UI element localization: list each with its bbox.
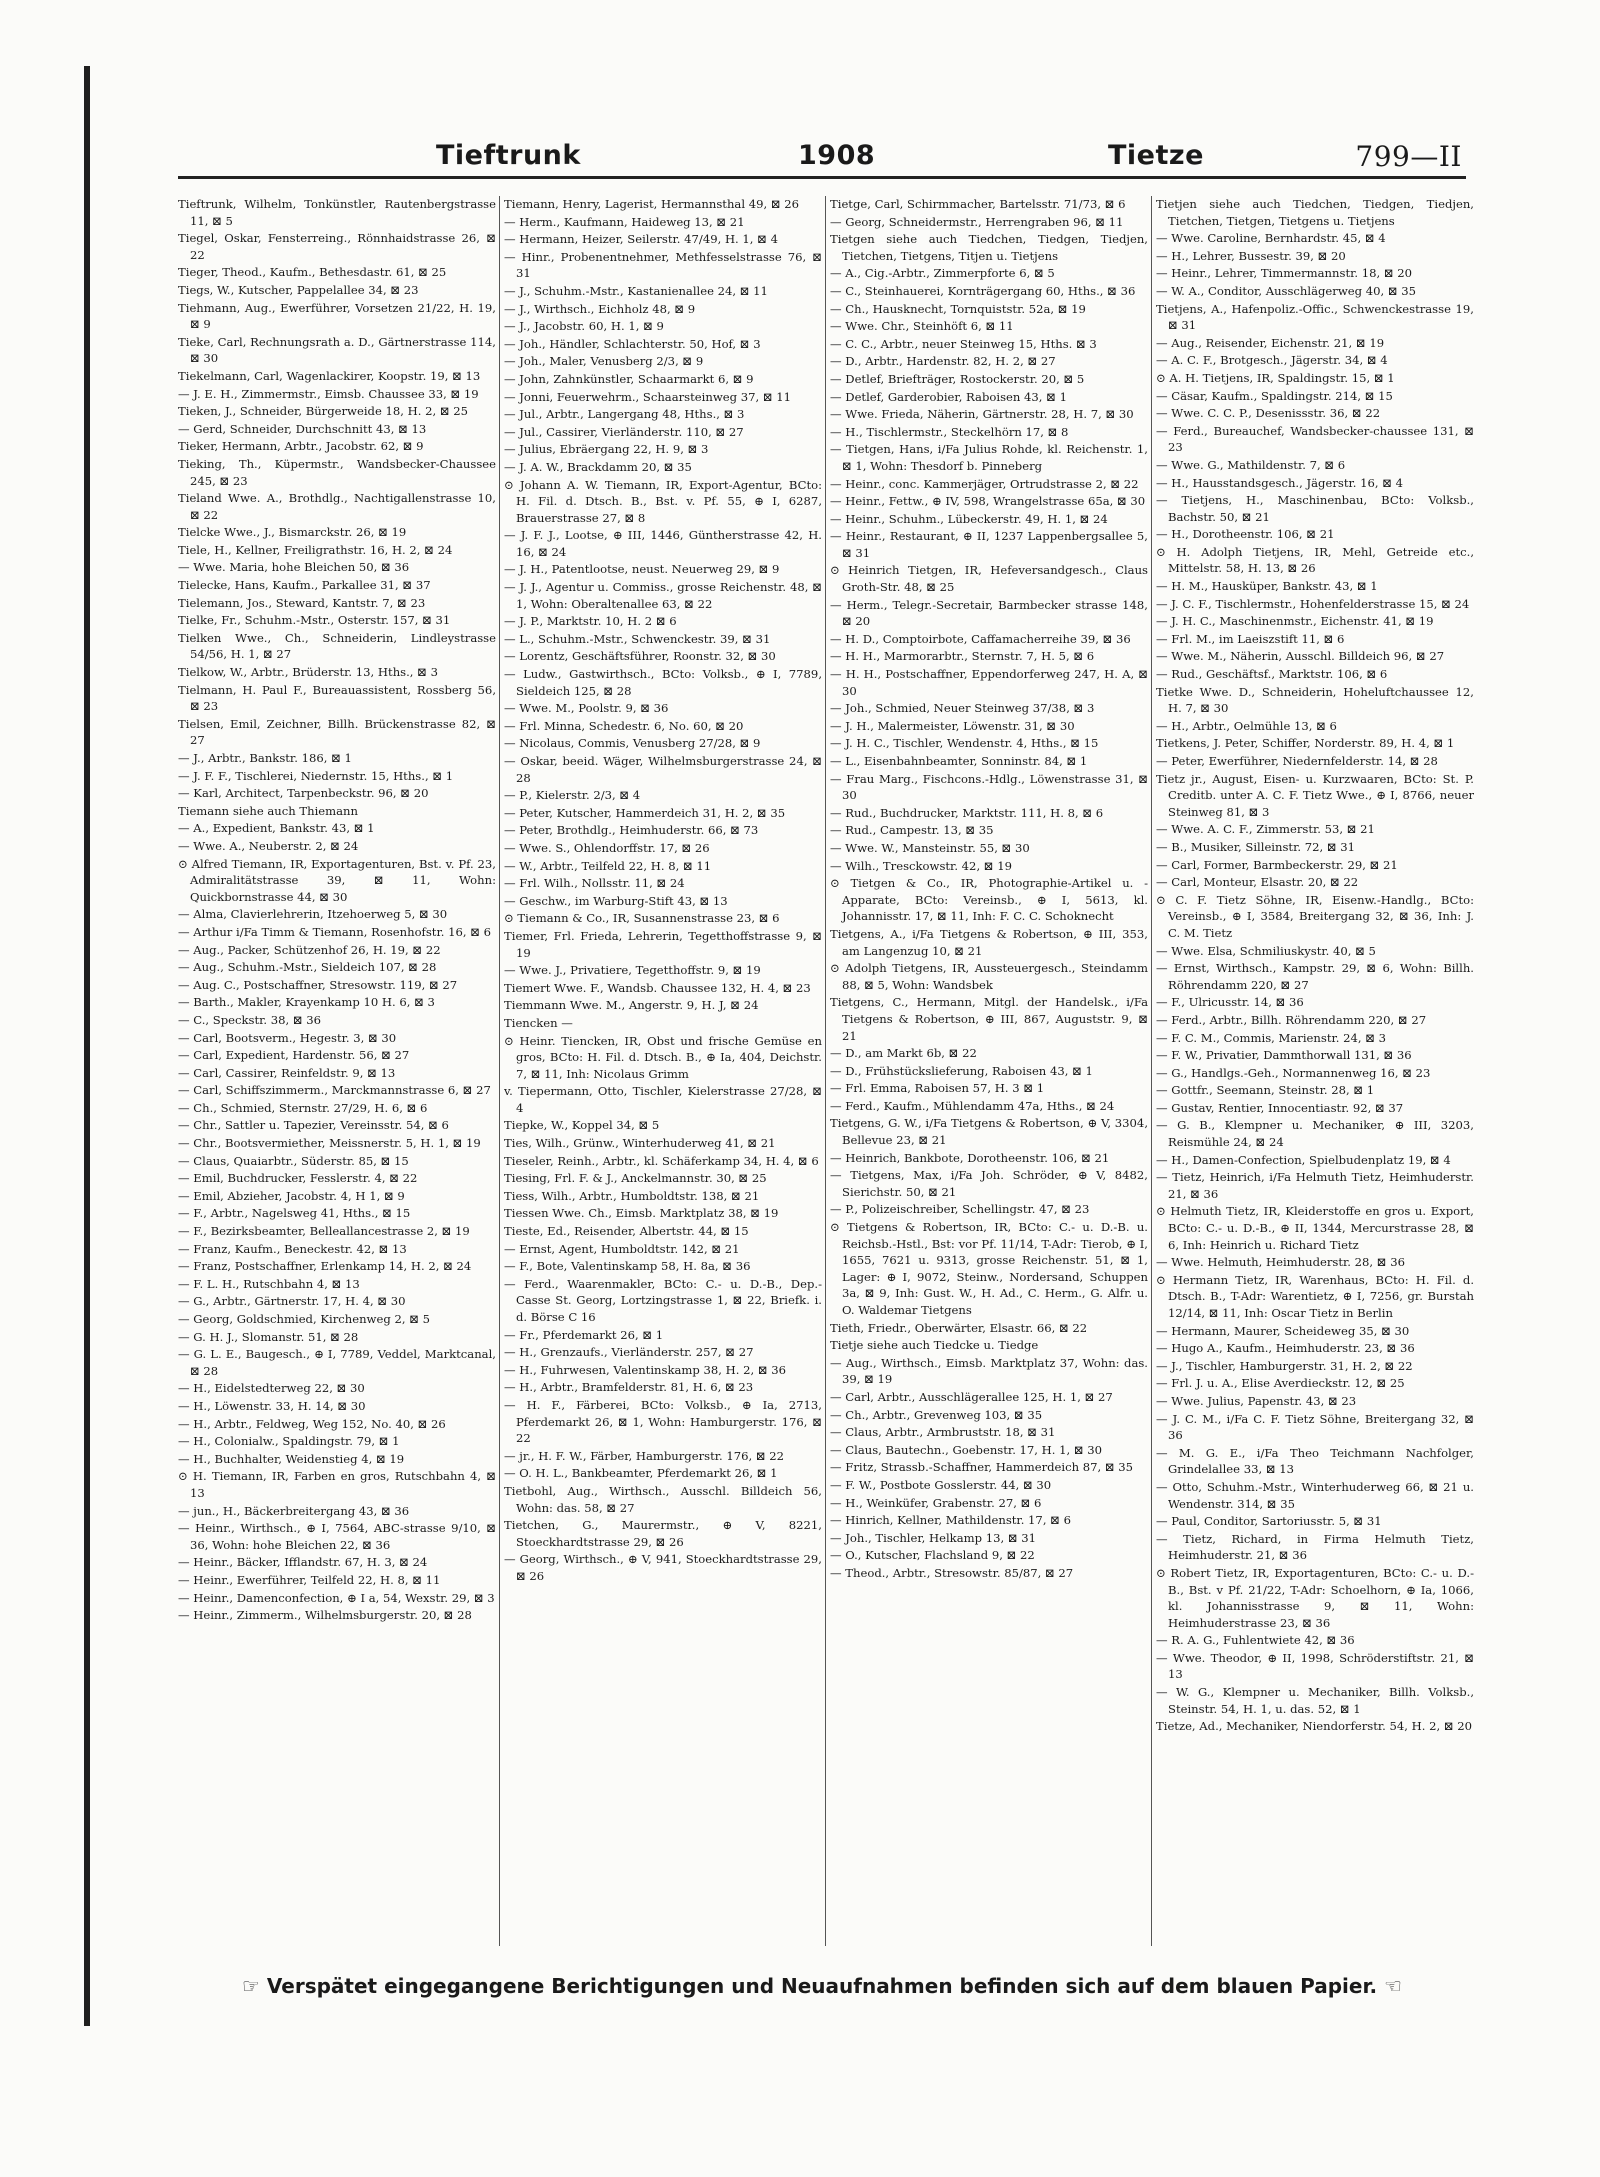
directory-entry: — Lorentz, Geschäftsführer, Roonstr. 32, ⊠ 30 — [504, 649, 776, 664]
directory-entry: — Ferd., Kaufm., Mühlendamm 47a, Hths., ⊠ 24 — [830, 1098, 1115, 1113]
directory-entry: — D., am Markt 6b, ⊠ 22 — [830, 1046, 977, 1061]
directory-entry: — Wwe. J., Privatiere, Tegetthoffstr. 9, ⊠ 19 — [504, 963, 761, 978]
directory-entry: — Carl, Cassirer, Reinfeldstr. 9, ⊠ 13 — [178, 1065, 396, 1080]
directory-entry: — Peter, Ewerführer, Niedernfelderstr. 14, ⊠ 28 — [1156, 754, 1438, 768]
directory-entry: — John, Zahnkünstler, Schaarmarkt 6, ⊠ 9 — [504, 371, 754, 386]
directory-entry: — Jul., Cassirer, Vierländerstr. 110, ⊠ 27 — [504, 424, 744, 439]
directory-entry: Tietke Wwe. D., Schneiderin, Hoheluftchaussee 12, H. 7, ⊠ 30 — [1156, 684, 1474, 716]
directory-entry: — H., Buchhalter, Weidenstieg 4, ⊠ 19 — [178, 1451, 405, 1466]
directory-entry: — H., Hausstandsgesch., Jägerstr. 16, ⊠ 4 — [1156, 475, 1404, 490]
directory-entry: — H., Tischlermstr., Steckelhörn 17, ⊠ 8 — [830, 424, 1069, 439]
directory-entry: — Tietgen, Hans, i/Fa Julius Rohde, kl. Reichenstr. 1, ⊠ 1, Wohn: Thesdorf b. Pinneberg — [830, 442, 1148, 473]
directory-entry: — Herm., Telegr.-Secretair, Barmbecker strasse 148, ⊠ 20 — [830, 597, 1148, 629]
directory-entry: ⊙ Tiemann & Co., IR, Susannenstrasse 23, ⊠ 6 — [504, 911, 780, 926]
directory-entry: — Wwe. A., Neuberstr. 2, ⊠ 24 — [178, 838, 359, 853]
directory-entry: — Nicolaus, Commis, Venusberg 27/28, ⊠ 9 — [504, 736, 761, 751]
directory-entry: — J. C. F., Tischlermstr., Hohenfelderstrasse 15, ⊠ 24 — [1156, 596, 1470, 611]
directory-entry: Tieker, Hermann, Arbtr., Jacobstr. 62, ⊠ 9 — [178, 439, 424, 454]
directory-entry: — Julius, Ebräergang 22, H. 9, ⊠ 3 — [504, 442, 709, 457]
directory-entry: Tiemann, Henry, Lagerist, Hermannsthal 49, ⊠ 26 — [504, 197, 800, 211]
directory-entry: — Wilh., Tresckowstr. 42, ⊠ 19 — [830, 858, 1012, 873]
directory-entry: — Ferd., Waarenmakler, BCto: C.- u. D.-B., Dep.-Casse St. Georg, Lortzingstrasse 1, ⊠ 22, Briefk. i. d. Börse C 16 — [504, 1276, 822, 1324]
directory-entry: — J. H. C., Maschinenmstr., Eichenstr. 41, ⊠ 19 — [1156, 614, 1434, 629]
column-4 — [1156, 196, 1474, 1946]
directory-entry: — J. A. W., Brackdamm 20, ⊠ 35 — [504, 459, 692, 474]
directory-entry: — J. C. M., i/Fa C. F. Tietz Söhne, Breitergang 32, ⊠ 36 — [1156, 1411, 1474, 1443]
directory-entry: Tiessen Wwe. Ch., Eimsb. Marktplatz 38, ⊠ 19 — [504, 1206, 779, 1221]
directory-entry: — Arthur i/Fa Timm & Tiemann, Rosenhofstr. 16, ⊠ 6 — [178, 924, 491, 939]
directory-entry: — Wwe. Caroline, Bernhardstr. 45, ⊠ 4 — [1156, 231, 1386, 246]
directory-entry: — Wwe. Maria, hohe Bleichen 50, ⊠ 36 — [178, 560, 410, 575]
directory-entry: — Tietjens, H., Maschinenbau, BCto: Volksb., Bachstr. 50, ⊠ 21 — [1156, 493, 1474, 524]
column-divider — [825, 196, 826, 1946]
directory-entry: — Rud., Geschäftsf., Marktstr. 106, ⊠ 6 — [1156, 667, 1388, 682]
directory-entry: — H., Eidelstedterweg 22, ⊠ 30 — [178, 1381, 365, 1396]
directory-entry: Tietjens, A., Hafenpoliz.-Offic., Schwenckestrasse 19, ⊠ 31 — [1156, 301, 1474, 333]
directory-entry: — Frl. Minna, Schedestr. 6, No. 60, ⊠ 20 — [504, 718, 744, 733]
directory-entry: — L., Schuhm.-Mstr., Schwenckestr. 39, ⊠ 31 — [504, 631, 771, 646]
directory-entry: — M. G. E., i/Fa Theo Teichmann Nachfolger, Grindelallee 33, ⊠ 13 — [1156, 1445, 1474, 1477]
directory-entry: Tiegs, W., Kutscher, Pappelallee 34, ⊠ 23 — [178, 282, 419, 297]
directory-entry: — Gottfr., Seemann, Steinstr. 28, ⊠ 1 — [1156, 1083, 1375, 1098]
directory-entry: — jun., H., Bäckerbreitergang 43, ⊠ 36 — [178, 1503, 410, 1518]
footer-notice — [178, 1966, 1466, 2006]
directory-entry: — Wwe. Theodor, ⊕ II, 1998, Schröderstiftstr. 21, ⊠ 13 — [1156, 1650, 1474, 1682]
directory-entry: — H., Grenzaufs., Vierländerstr. 257, ⊠ 27 — [504, 1345, 754, 1360]
directory-entry: — Wwe. M., Näherin, Ausschl. Billdeich 96, ⊠ 27 — [1156, 649, 1445, 664]
directory-entry: — Emil, Abzieher, Jacobstr. 4, H 1, ⊠ 9 — [178, 1188, 405, 1203]
directory-entry: Tieftrunk, Wilhelm, Tonkünstler, Rautenbergstrasse 11, ⊠ 5 — [178, 197, 496, 228]
directory-entry: — Gustav, Rentier, Innocentiastr. 92, ⊠ 37 — [1156, 1100, 1404, 1115]
directory-entry: — Cäsar, Kaufm., Spaldingstr. 214, ⊠ 15 — [1156, 388, 1393, 403]
directory-entry: Tietze, Ad., Mechaniker, Niendorferstr. 54, H. 2, ⊠ 20 — [1156, 1719, 1473, 1734]
directory-entry: — Franz, Postschaffner, Erlenkamp 14, H. 2, ⊠ 24 — [178, 1259, 472, 1274]
directory-entry: Tietjen siehe auch Tiedchen, Tiedgen, Tiedjen, Tietchen, Tietgen, Tietgens u. Tietjens — [1156, 197, 1474, 228]
directory-entry: — A., Expedient, Bankstr. 43, ⊠ 1 — [178, 821, 375, 836]
directory-entry: — H., Dorotheenstr. 106, ⊠ 21 — [1156, 527, 1335, 542]
directory-entry: ⊙ Tietgen & Co., IR, Photographie-Artikel u. -Apparate, BCto: Vereinsb., ⊕ I, 5613, kl. Johannisstr. 17, ⊠ 11, Inh: F. C. C. Schoknecht — [830, 876, 1148, 924]
directory-entry: — F., Bezirksbeamter, Belleallancestrasse 2, ⊠ 19 — [178, 1224, 470, 1239]
directory-entry: ⊙ Heinr. Tiencken, IR, Obst und frische Gemüse en gros, BCto: H. Fil. d. Dtsch. B., ⊕ Ia, 404, Deichstr. 7, ⊠ 11, Inh: Nicolaus Grimm — [504, 1033, 822, 1081]
directory-entry: — Hermann, Maurer, Scheideweg 35, ⊠ 30 — [1156, 1323, 1410, 1338]
directory-entry: — Georg, Goldschmied, Kirchenweg 2, ⊠ 5 — [178, 1312, 430, 1326]
directory-entry: — J. F. F., Tischlerei, Niedernstr. 15, Hths., ⊠ 1 — [178, 768, 454, 783]
directory-entry: — Wwe. Chr., Steinhöft 6, ⊠ 11 — [830, 319, 1014, 334]
directory-entry: — Wwe. G., Mathildenstr. 7, ⊠ 6 — [1156, 457, 1346, 472]
directory-entry: Tiele, H., Kellner, Freiligrathstr. 16, H. 2, ⊠ 24 — [178, 542, 453, 557]
directory-entry: — Peter, Kutscher, Hammerdeich 31, H. 2, ⊠ 35 — [504, 805, 786, 820]
directory-entry: — Georg, Schneidermstr., Herrengraben 96, ⊠ 11 — [830, 214, 1124, 229]
directory-entry: — Carl, Schiffszimmerm., Marckmannstrasse 6, ⊠ 27 — [178, 1083, 491, 1098]
directory-entry: — F., Ulricusstr. 14, ⊠ 36 — [1156, 995, 1304, 1010]
directory-entry: — H., Weinküfer, Grabenstr. 27, ⊠ 6 — [830, 1495, 1042, 1510]
directory-entry: ⊙ H. Tiemann, IR, Farben en gros, Rutschbahn 4, ⊠ 13 — [178, 1469, 496, 1500]
directory-entry: — W., Arbtr., Teilfeld 22, H. 8, ⊠ 11 — [504, 858, 712, 873]
column-divider — [499, 196, 500, 1946]
directory-entry: ⊙ Robert Tietz, IR, Exportagenturen, BCto: C.- u. D.-B., Bst. v Pf. 21/22, T-Adr: Schoelhorn, ⊕ Ia, 1066, kl. Johannisstrasse 9, ⊠ 11, Wohn: Heimhuderstrasse 23, ⊠ 36 — [1156, 1565, 1474, 1630]
directory-entry: — Hugo A., Kaufm., Heimhuderstr. 23, ⊠ 36 — [1156, 1341, 1415, 1356]
directory-entry: — Aug., Packer, Schützenhof 26, H. 19, ⊠ 22 — [178, 942, 441, 957]
directory-entry: — D., Arbtr., Hardenstr. 82, H. 2, ⊠ 27 — [830, 354, 1056, 369]
header-page-number: 799—II — [1355, 140, 1462, 173]
directory-entry: Tieken, J., Schneider, Bürgerweide 18, H. 2, ⊠ 25 — [178, 404, 469, 419]
directory-entry: — Wwe. Frieda, Näherin, Gärtnerstr. 28, H. 7, ⊠ 30 — [830, 407, 1134, 422]
directory-entry: — Ch., Schmied, Sternstr. 27/29, H. 6, ⊠ 6 — [178, 1100, 428, 1115]
directory-entry: — Wwe. C. C. P., Desenissstr. 36, ⊠ 22 — [1156, 406, 1381, 421]
directory-entry: Tieland Wwe. A., Brothdlg., Nachtigallenstrasse 10, ⊠ 22 — [178, 491, 496, 522]
directory-entry: Tielcke Wwe., J., Bismarckstr. 26, ⊠ 19 — [178, 525, 407, 540]
directory-entry: Tietchen, G., Maurermstr., ⊕ V, 8221, Stoeckhardtstrasse 29, ⊠ 26 — [504, 1518, 822, 1549]
directory-entry: — H. M., Hausküper, Bankstr. 43, ⊠ 1 — [1156, 579, 1378, 594]
directory-entry: — Joh., Schmied, Neuer Steinweg 37/38, ⊠ 3 — [830, 701, 1095, 716]
pointing-hand-icon: ☜ — [1384, 1974, 1402, 1998]
header-year: 1908 — [798, 140, 876, 171]
directory-entry: — Otto, Schuhm.-Mstr., Winterhuderweg 66, ⊠ 21 u. Wendenstr. 314, ⊠ 35 — [1156, 1479, 1474, 1511]
directory-entry: Tiemann siehe auch Thiemann — [178, 803, 358, 818]
directory-entry: ⊙ A. H. Tietjens, IR, Spaldingstr. 15, ⊠ 1 — [1156, 370, 1395, 385]
directory-entry: — H. F., Färberei, BCto: Volksb., ⊕ Ia, 2713, Pferdemarkt 26, ⊠ 1, Wohn: Hamburgerstr. 176, ⊠ 22 — [504, 1397, 822, 1446]
entry-columns — [178, 196, 1474, 1946]
directory-entry: — Jonni, Feuerwehrm., Schaarsteinweg 37, ⊠ 11 — [504, 389, 791, 404]
directory-entry: Tiesing, Frl. F. & J., Anckelmannstr. 30, ⊠ 25 — [504, 1171, 767, 1186]
directory-entry: — J. F. J., Lootse, ⊕ III, 1446, Güntherstrasse 42, H. 16, ⊠ 24 — [504, 528, 822, 559]
directory-entry: — Heinr., Bäcker, Ifflandstr. 67, H. 3, ⊠ 24 — [178, 1555, 428, 1570]
directory-entry: — Joh., Händler, Schlachterstr. 50, Hof, ⊠ 3 — [504, 336, 761, 351]
directory-entry: — B., Musiker, Silleinstr. 72, ⊠ 31 — [1156, 839, 1356, 854]
column-divider — [1151, 196, 1152, 1946]
directory-entry: Tieste, Ed., Reisender, Albertstr. 44, ⊠ 15 — [504, 1224, 749, 1239]
directory-entry: — Emil, Buchdrucker, Fesslerstr. 4, ⊠ 22 — [178, 1171, 418, 1186]
directory-entry: ⊙ Hermann Tietz, IR, Warenhaus, BCto: H. Fil. d. Dtsch. B., T-Adr: Warentietz, ⊕ I, 7256, gr. Burstah 12/14, ⊠ 11, Inh: Oscar Tietz in Berlin — [1156, 1272, 1474, 1320]
directory-entry: — Tietgens, Max, i/Fa Joh. Schröder, ⊕ V, 8482, Sierichstr. 50, ⊠ 21 — [830, 1168, 1148, 1199]
directory-entry: — Carl, Bootsverm., Hegestr. 3, ⊠ 30 — [178, 1030, 397, 1045]
pointing-hand-icon: ☞ — [241, 1974, 260, 1998]
directory-entry: — Frau Marg., Fischcons.-Hdlg., Löwenstrasse 31, ⊠ 30 — [830, 771, 1148, 803]
directory-entry: — Heinr., Fettw., ⊕ IV, 598, Wrangelstrasse 65a, ⊠ 30 — [830, 494, 1146, 509]
directory-entry: Tieseler, Reinh., Arbtr., kl. Schäferkamp 34, H. 4, ⊠ 6 — [504, 1153, 819, 1168]
directory-entry: — A. C. F., Brotgesch., Jägerstr. 34, ⊠ 4 — [1156, 353, 1388, 368]
directory-entry: Tielmann, H. Paul F., Bureauassistent, Rossberg 56, ⊠ 23 — [178, 682, 496, 714]
directory-entry: ⊙ C. F. Tietz Söhne, IR, Eisenw.-Handlg., BCto: Vereinsb., ⊕ I, 3584, Breitergang 32, ⊠ 36, Inh: J. C. M. Tietz — [1156, 892, 1474, 940]
directory-entry: — Hinr., Probenentnehmer, Methfesselstrasse 76, ⊠ 31 — [504, 249, 822, 281]
directory-entry: — Claus, Bautechn., Goebenstr. 17, H. 1, ⊠ 30 — [830, 1442, 1103, 1457]
directory-entry: — Chr., Bootsvermiether, Meissnerstr. 5, H. 1, ⊠ 19 — [178, 1136, 481, 1151]
directory-entry: — Tietz, Heinrich, i/Fa Helmuth Tietz, Heimhuderstr. 21, ⊠ 36 — [1156, 1170, 1474, 1201]
directory-entry: — J., Tischler, Hamburgerstr. 31, H. 2, ⊠ 22 — [1156, 1358, 1413, 1373]
directory-entry: — Hinrich, Kellner, Mathildenstr. 17, ⊠ 6 — [830, 1513, 1071, 1528]
directory-entry: — P., Kielerstr. 2/3, ⊠ 4 — [504, 788, 641, 803]
header-rule — [178, 176, 1466, 179]
directory-entry: Tiepke, W., Koppel 34, ⊠ 5 — [504, 1118, 660, 1133]
directory-entry: — Oskar, beeid. Wäger, Wilhelmsburgerstrasse 24, ⊠ 28 — [504, 754, 822, 785]
directory-entry: — Rud., Buchdrucker, Marktstr. 111, H. 8, ⊠ 6 — [830, 805, 1104, 820]
directory-entry: Tiencken — — [504, 1015, 573, 1030]
directory-entry: — H., Arbtr., Bramfelderstr. 81, H. 6, ⊠ 23 — [504, 1380, 754, 1395]
directory-entry: — Heinr., Zimmerm., Wilhelmsburgerstr. 20, ⊠ 28 — [178, 1608, 472, 1623]
directory-entry: Tietgen siehe auch Tiedchen, Tiedgen, Tiedjen, Tietchen, Tietgens, Titjen u. Tietjens — [830, 232, 1148, 263]
directory-entry: ⊙ Heinrich Tietgen, IR, Hefeversandgesch., Claus Groth-Str. 48, ⊠ 25 — [830, 563, 1148, 595]
directory-entry: — Tietz, Richard, in Firma Helmuth Tietz, Heimhuderstr. 21, ⊠ 36 — [1156, 1531, 1474, 1563]
directory-entry: — Karl, Architect, Tarpenbeckstr. 96, ⊠ 20 — [178, 786, 429, 801]
directory-entry: — A., Cig.-Arbtr., Zimmerpforte 6, ⊠ 5 — [830, 266, 1055, 281]
directory-entry: — Carl, Expedient, Hardenstr. 56, ⊠ 27 — [178, 1048, 410, 1063]
directory-entry: — Heinr., Schuhm., Lübeckerstr. 49, H. 1, ⊠ 24 — [830, 511, 1108, 526]
directory-entry: — Herm., Kaufmann, Haideweg 13, ⊠ 21 — [504, 214, 745, 229]
column-3 — [830, 196, 1148, 1946]
directory-entry: Tiekelmann, Carl, Wagenlackirer, Koopstr. 19, ⊠ 13 — [178, 368, 481, 383]
directory-entry: — H. H., Postschaffner, Eppendorferweg 247, H. A, ⊠ 30 — [830, 667, 1148, 698]
directory-entry: — Frl. J. u. A., Elise Averdieckstr. 12, ⊠ 25 — [1156, 1376, 1405, 1391]
directory-entry: — H., Fuhrwesen, Valentinskamp 38, H. 2, ⊠ 36 — [504, 1362, 786, 1377]
directory-entry: ⊙ Adolph Tietgens, IR, Aussteuergesch., Steindamm 88, ⊠ 5, Wohn: Wandsbek — [830, 961, 1148, 992]
directory-entry: Tietge, Carl, Schirmmacher, Bartelsstr. 71/73, ⊠ 6 — [830, 197, 1126, 211]
directory-entry: — Peter, Brothdlg., Heimhuderstr. 66, ⊠ 73 — [504, 823, 759, 838]
directory-entry: Tielke, Fr., Schuhm.-Mstr., Osterstr. 157, ⊠ 31 — [178, 613, 451, 628]
directory-entry: Tietgens, A., i/Fa Tietgens & Robertson, ⊕ III, 353, am Langenzug 10, ⊠ 21 — [830, 926, 1148, 958]
directory-entry: — Paul, Conditor, Sartoriusstr. 5, ⊠ 31 — [1156, 1514, 1382, 1529]
page-header — [178, 136, 1466, 178]
directory-entry: Tieth, Friedr., Oberwärter, Elsastr. 66, ⊠ 22 — [830, 1320, 1088, 1335]
directory-entry: — Wwe. A. C. F., Zimmerstr. 53, ⊠ 21 — [1156, 822, 1375, 837]
directory-entry: — Aug. C., Postschaffner, Stresowstr. 119, ⊠ 27 — [178, 977, 458, 992]
directory-entry: — Ch., Hausknecht, Tornquiststr. 52a, ⊠ 19 — [830, 301, 1086, 316]
directory-entry: Tielsen, Emil, Zeichner, Billh. Brückenstrasse 82, ⊠ 27 — [178, 716, 496, 748]
directory-entry: — jr., H. F. W., Färber, Hamburgerstr. 176, ⊠ 22 — [504, 1448, 785, 1463]
directory-entry: — W. G., Klempner u. Mechaniker, Billh. Volksb., Steinstr. 54, H. 1, u. das. 52, ⊠ 1 — [1156, 1685, 1474, 1716]
directory-entry: Tieke, Carl, Rechnungsrath a. D., Gärtnerstrasse 114, ⊠ 30 — [178, 334, 496, 366]
directory-entry: — H. H., Marmorarbtr., Sternstr. 7, H. 5, ⊠ 6 — [830, 649, 1095, 664]
directory-entry: — Wwe. Julius, Papenstr. 43, ⊠ 23 — [1156, 1393, 1357, 1408]
directory-entry: — Claus, Quaiarbtr., Süderstr. 85, ⊠ 15 — [178, 1153, 409, 1168]
directory-entry: ⊙ Johann A. W. Tiemann, IR, Export-Agentur, BCto: H. Fil. d. Dtsch. B., Bst. v. Pf. 55, ⊕ I, 6287, Brauerstrasse 27, ⊠ 8 — [504, 477, 822, 525]
directory-entry: — Frl. M., im Laeiszstift 11, ⊠ 6 — [1156, 631, 1345, 646]
directory-entry: — J. P., Marktstr. 10, H. 2 ⊠ 6 — [504, 614, 677, 629]
directory-entry: — Carl, Former, Barmbeckerstr. 29, ⊠ 21 — [1156, 857, 1398, 872]
directory-entry: — F. C. M., Commis, Marienstr. 24, ⊠ 3 — [1156, 1030, 1387, 1045]
directory-entry: — Frl. Emma, Raboisen 57, H. 3 ⊠ 1 — [830, 1081, 1045, 1096]
directory-entry: — H., Arbtr., Oelmühle 13, ⊠ 6 — [1156, 718, 1337, 733]
directory-entry: — J., Wirthsch., Eichholz 48, ⊠ 9 — [504, 301, 696, 316]
directory-entry: — Aug., Schuhm.-Mstr., Sieldeich 107, ⊠ 28 — [178, 960, 437, 975]
directory-entry: Tielkow, W., Arbtr., Brüderstr. 13, Hths., ⊠ 3 — [178, 665, 438, 680]
directory-entry: — Frl. Wilh., Nollsstr. 11, ⊠ 24 — [504, 876, 685, 891]
directory-entry: Tietz jr., August, Eisen- u. Kurzwaaren, BCto: St. P. Creditb. unter A. C. F. Tietz Wwe., ⊕ I, 8766, neuer Steinweg 81, ⊠ 3 — [1156, 771, 1474, 819]
directory-entry: — J., Arbtr., Bankstr. 186, ⊠ 1 — [178, 751, 352, 765]
directory-entry: — F. W., Privatier, Dammthorwall 131, ⊠ 36 — [1156, 1048, 1412, 1063]
directory-entry: — O. H. L., Bankbeamter, Pferdemarkt 26, ⊠ 1 — [504, 1466, 778, 1481]
directory-entry: Tiemer, Frl. Frieda, Lehrerin, Tegetthoffstrasse 9, ⊠ 19 — [504, 928, 822, 960]
directory-entry: — Heinr., Restaurant, ⊕ II, 1237 Lappenbergsallee 5, ⊠ 31 — [830, 529, 1148, 560]
directory-entry: — G., Arbtr., Gärtnerstr. 17, H. 4, ⊠ 30 — [178, 1294, 406, 1309]
directory-entry: Tietbohl, Aug., Wirthsch., Ausschl. Billdeich 56, Wohn: das. 58, ⊠ 27 — [504, 1483, 822, 1515]
directory-entry: — Franz, Kaufm., Beneckestr. 42, ⊠ 13 — [178, 1241, 407, 1256]
directory-entry: — Chr., Sattler u. Tapezier, Vereinsstr. 54, ⊠ 6 — [178, 1118, 449, 1133]
directory-entry: — Ferd., Arbtr., Billh. Röhrendamm 220, ⊠ 27 — [1156, 1012, 1427, 1027]
directory-entry: — Heinr., Damenconfection, ⊕ I a, 54, Wexstr. 29, ⊠ 3 — [178, 1590, 495, 1605]
directory-entry: Tiegel, Oskar, Fensterreing., Rönnhaidstrasse 26, ⊠ 22 — [178, 231, 496, 262]
directory-entry: ⊙ H. Adolph Tietjens, IR, Mehl, Getreide etc., Mittelstr. 58, H. 13, ⊠ 26 — [1156, 544, 1474, 576]
directory-entry: — Geschw., im Warburg-Stift 43, ⊠ 13 — [504, 893, 728, 908]
directory-entry: Tietgens, G. W., i/Fa Tietgens & Robertson, ⊕ V, 3304, Bellevue 23, ⊠ 21 — [830, 1116, 1148, 1148]
directory-entry: — Heinr., conc. Kammerjäger, Ortrudstrasse 2, ⊠ 22 — [830, 476, 1139, 491]
directory-entry: — D., Frühstückslieferung, Raboisen 43, ⊠ 1 — [830, 1063, 1093, 1078]
directory-entry: Tietkens, J. Peter, Schiffer, Norderstr. 89, H. 4, ⊠ 1 — [1156, 736, 1455, 751]
directory-entry: — O., Kutscher, Flachsland 9, ⊠ 22 — [830, 1548, 1035, 1563]
directory-entry: — J. H., Patentlootse, neust. Neuerweg 29, ⊠ 9 — [504, 562, 780, 577]
directory-entry: Tielecke, Hans, Kaufm., Parkallee 31, ⊠ 37 — [178, 578, 431, 593]
directory-entry: — F., Bote, Valentinskamp 58, H. 8a, ⊠ 36 — [504, 1259, 751, 1274]
binding-edge — [84, 66, 90, 2026]
directory-entry: — R. A. G., Fuhlentwiete 42, ⊠ 36 — [1156, 1633, 1355, 1648]
directory-entry: — Claus, Arbtr., Armbruststr. 18, ⊠ 31 — [830, 1425, 1056, 1440]
directory-entry: — Detlef, Briefträger, Rostockerstr. 20, ⊠ 5 — [830, 371, 1085, 386]
directory-entry: — Heinr., Wirthsch., ⊕ I, 7564, ABC-strasse 9/10, ⊠ 36, Wohn: hohe Bleichen 22, ⊠ 36 — [178, 1521, 496, 1552]
directory-entry: v. Tiepermann, Otto, Tischler, Kielerstrasse 27/28, ⊠ 4 — [504, 1084, 822, 1115]
directory-entry: — F., Arbtr., Nagelsweg 41, Hths., ⊠ 15 — [178, 1206, 411, 1221]
directory-entry: Tiemmann Wwe. M., Angerstr. 9, H. J, ⊠ 24 — [504, 998, 759, 1013]
directory-entry: — L., Eisenbahnbeamter, Sonninstr. 84, ⊠ 1 — [830, 754, 1088, 768]
directory-entry: — Wwe. Helmuth, Heimhuderstr. 28, ⊠ 36 — [1156, 1255, 1405, 1270]
directory-entry: — G., Handlgs.-Geh., Normannenweg 16, ⊠ 23 — [1156, 1065, 1431, 1080]
directory-entry: Tietgens, C., Hermann, Mitgl. der Handelsk., i/Fa Tietgens & Robertson, ⊕ III, 867, Auguststr. 9, ⊠ 21 — [830, 995, 1148, 1043]
directory-entry: — Rud., Campestr. 13, ⊠ 35 — [830, 823, 994, 838]
directory-entry: — Wwe. M., Poolstr. 9, ⊠ 36 — [504, 701, 669, 716]
directory-entry: — Joh., Tischler, Helkamp 13, ⊠ 31 — [830, 1530, 1036, 1545]
directory-entry: — Wwe. Elsa, Schmiliuskystr. 40, ⊠ 5 — [1156, 943, 1376, 958]
directory-entry: — Ernst, Agent, Humboldtstr. 142, ⊠ 21 — [504, 1241, 740, 1256]
directory-entry: — H., Lehrer, Bussestr. 39, ⊠ 20 — [1156, 248, 1346, 263]
directory-entry: Tieking, Th., Küpermstr., Wandsbecker-Chaussee 245, ⊠ 23 — [178, 456, 496, 488]
header-first-name: Tieftrunk — [436, 140, 581, 171]
directory-entry: Tiemert Wwe. F., Wandsb. Chaussee 132, H. 4, ⊠ 23 — [504, 980, 811, 995]
column-1 — [178, 196, 496, 1946]
directory-entry: — Heinr., Ewerführer, Teilfeld 22, H. 8, ⊠ 11 — [178, 1572, 441, 1587]
directory-entry: — Wwe. S., Ohlendorffstr. 17, ⊠ 26 — [504, 840, 710, 855]
directory-entry: — Ferd., Bureauchef, Wandsbecker-chaussee 131, ⊠ 23 — [1156, 423, 1474, 455]
directory-entry: — Ludw., Gastwirthsch., BCto: Volksb., ⊕ I, 7789, Sieldeich 125, ⊠ 28 — [504, 667, 822, 698]
directory-entry: — Carl, Monteur, Elsastr. 20, ⊠ 22 — [1156, 875, 1359, 890]
directory-entry: — C., Steinhauerei, Kornträgergang 60, Hths., ⊠ 36 — [830, 283, 1136, 298]
directory-entry: — Hermann, Heizer, Seilerstr. 47/49, H. 1, ⊠ 4 — [504, 232, 778, 247]
directory-entry: — Carl, Arbtr., Ausschlägerallee 125, H. 1, ⊠ 27 — [830, 1389, 1113, 1404]
directory-entry: Tiess, Wilh., Arbtr., Humboldtstr. 138, ⊠ 21 — [504, 1188, 760, 1203]
directory-entry: — Alma, Clavierlehrerin, Itzehoerweg 5, ⊠ 30 — [178, 907, 448, 922]
directory-entry: Ties, Wilh., Grünw., Winterhuderweg 41, ⊠ 21 — [504, 1136, 776, 1151]
directory-entry: ⊙ Alfred Tiemann, IR, Exportagenturen, Bst. v. Pf. 23, Admiralitätstrasse 39, ⊠ 11, Wohn: Quickbornstrasse 44, ⊠ 30 — [178, 856, 496, 904]
directory-entry: — Fritz, Strassb.-Schaffner, Hammerdeich 87, ⊠ 35 — [830, 1460, 1134, 1475]
directory-entry: Tiehmann, Aug., Ewerführer, Vorsetzen 21/22, H. 19, ⊠ 9 — [178, 300, 496, 332]
directory-entry: — H., Damen-Confection, Spielbudenplatz 19, ⊠ 4 — [1156, 1152, 1451, 1167]
directory-entry: — Theod., Arbtr., Stresowstr. 85/87, ⊠ 27 — [830, 1565, 1074, 1580]
directory-entry: — G. L. E., Baugesch., ⊕ I, 7789, Veddel, Marktcanal, ⊠ 28 — [178, 1347, 496, 1378]
directory-entry: — J. H. C., Tischler, Wendenstr. 4, Hths., ⊠ 15 — [830, 736, 1099, 751]
directory-entry: — Aug., Wirthsch., Eimsb. Marktplatz 37, Wohn: das. 39, ⊠ 19 — [830, 1355, 1148, 1387]
directory-entry: Tietje siehe auch Tiedcke u. Tiedge — [830, 1338, 1039, 1353]
directory-entry: — G. H. J., Slomanstr. 51, ⊠ 28 — [178, 1329, 359, 1344]
directory-entry: — Aug., Reisender, Eichenstr. 21, ⊠ 19 — [1156, 335, 1385, 350]
directory-entry: — Detlef, Garderobier, Raboisen 43, ⊠ 1 — [830, 389, 1067, 404]
directory-entry: — J., Schuhm.-Mstr., Kastanienallee 24, ⊠ 11 — [504, 283, 768, 298]
directory-entry: — Heinr., Lehrer, Timmermannstr. 18, ⊠ 20 — [1156, 266, 1413, 281]
directory-entry: — J. H., Malermeister, Löwenstr. 31, ⊠ 30 — [830, 718, 1075, 733]
directory-entry: — Jul., Arbtr., Langergang 48, Hths., ⊠ 3 — [504, 407, 745, 422]
directory-entry: Tieger, Theod., Kaufm., Bethesdastr. 61, ⊠ 25 — [178, 265, 447, 280]
directory-entry: — J. J., Agentur u. Commiss., grosse Reichenstr. 48, ⊠ 1, Wohn: Oberaltenallee 63, ⊠ 22 — [504, 580, 822, 611]
directory-entry: — H., Colonialw., Spaldingstr. 79, ⊠ 1 — [178, 1434, 400, 1449]
directory-entry: — Wwe. W., Mansteinstr. 55, ⊠ 30 — [830, 840, 1030, 855]
directory-entry: — F. W., Postbote Gosslerstr. 44, ⊠ 30 — [830, 1477, 1052, 1492]
directory-entry: — F. L. H., Rutschbahn 4, ⊠ 13 — [178, 1276, 360, 1291]
directory-entry: — H., Arbtr., Feldweg, Weg 152, No. 40, ⊠ 26 — [178, 1416, 446, 1431]
directory-entry: ⊙ Helmuth Tietz, IR, Kleiderstoffe en gros u. Export, BCto: C.- u. D.-B., ⊕ II, 1344, Mercurstrasse 28, ⊠ 6, Inh: Heinrich u. Richard Tietz — [1156, 1204, 1474, 1252]
directory-entry: — C. C., Arbtr., neuer Steinweg 15, Hths. ⊠ 3 — [830, 336, 1097, 351]
directory-entry: Tielemann, Jos., Steward, Kantstr. 7, ⊠ 23 — [178, 595, 426, 610]
directory-entry: — H. D., Comptoirbote, Caffamacherreihe 39, ⊠ 36 — [830, 631, 1131, 646]
directory-entry: — Barth., Makler, Krayenkamp 10 H. 6, ⊠ 3 — [178, 995, 435, 1010]
directory-entry: — Georg, Wirthsch., ⊕ V, 941, Stoeckhardtstrasse 29, ⊠ 26 — [504, 1552, 822, 1583]
footer-text: Verspätet eingegangene Berichtigungen und Neuaufnahmen befinden sich auf dem blauen Papier. — [266, 1974, 1378, 1998]
directory-entry: — Gerd, Schneider, Durchschnitt 43, ⊠ 13 — [178, 421, 427, 436]
directory-entry: — Joh., Maler, Venusberg 2/3, ⊠ 9 — [504, 354, 704, 369]
directory-entry: — P., Polizeischreiber, Schellingstr. 47, ⊠ 23 — [830, 1202, 1090, 1217]
directory-page — [178, 136, 1474, 2056]
header-last-name: Tietze — [1108, 140, 1204, 171]
directory-entry: ⊙ Tietgens & Robertson, IR, BCto: C.- u. D.-B. u. Reichsb.-Hstl., Bst: vor Pf. 11/14, T-Adr: Tierob, ⊕ I, 1655, 7621 u. 9313, grosse Reichenstr. 51, ⊠ 1, Lager: ⊕ I, 9072, Steinw., Nordersand, Schuppen 3a, ⊠ 9, Inh: Gust. W., H. Ad., C. Herm., G. Alfr. u. O. Waldemar Tietgens — [830, 1220, 1148, 1317]
directory-entry: — Ernst, Wirthsch., Kampstr. 29, ⊠ 6, Wohn: Billh. Röhrendamm 220, ⊠ 27 — [1156, 961, 1474, 992]
column-2 — [504, 196, 822, 1946]
directory-entry: — W. A., Conditor, Ausschlägerweg 40, ⊠ 35 — [1156, 283, 1417, 298]
directory-entry: — J., Jacobstr. 60, H. 1, ⊠ 9 — [504, 319, 664, 334]
directory-entry: — C., Speckstr. 38, ⊠ 36 — [178, 1012, 322, 1027]
directory-entry: — Heinrich, Bankbote, Dorotheenstr. 106, ⊠ 21 — [830, 1150, 1110, 1165]
directory-entry: — H., Löwenstr. 33, H. 14, ⊠ 30 — [178, 1398, 366, 1413]
directory-entry: — G. B., Klempner u. Mechaniker, ⊕ III, 3203, Reismühle 24, ⊠ 24 — [1156, 1118, 1474, 1150]
directory-entry: Tielken Wwe., Ch., Schneiderin, Lindleystrasse 54/56, H. 1, ⊠ 27 — [178, 630, 496, 662]
directory-entry: — J. E. H., Zimmermstr., Eimsb. Chaussee 33, ⊠ 19 — [178, 386, 479, 401]
directory-entry: — Ch., Arbtr., Grevenweg 103, ⊠ 35 — [830, 1407, 1043, 1422]
directory-entry: — Fr., Pferdemarkt 26, ⊠ 1 — [504, 1327, 664, 1342]
